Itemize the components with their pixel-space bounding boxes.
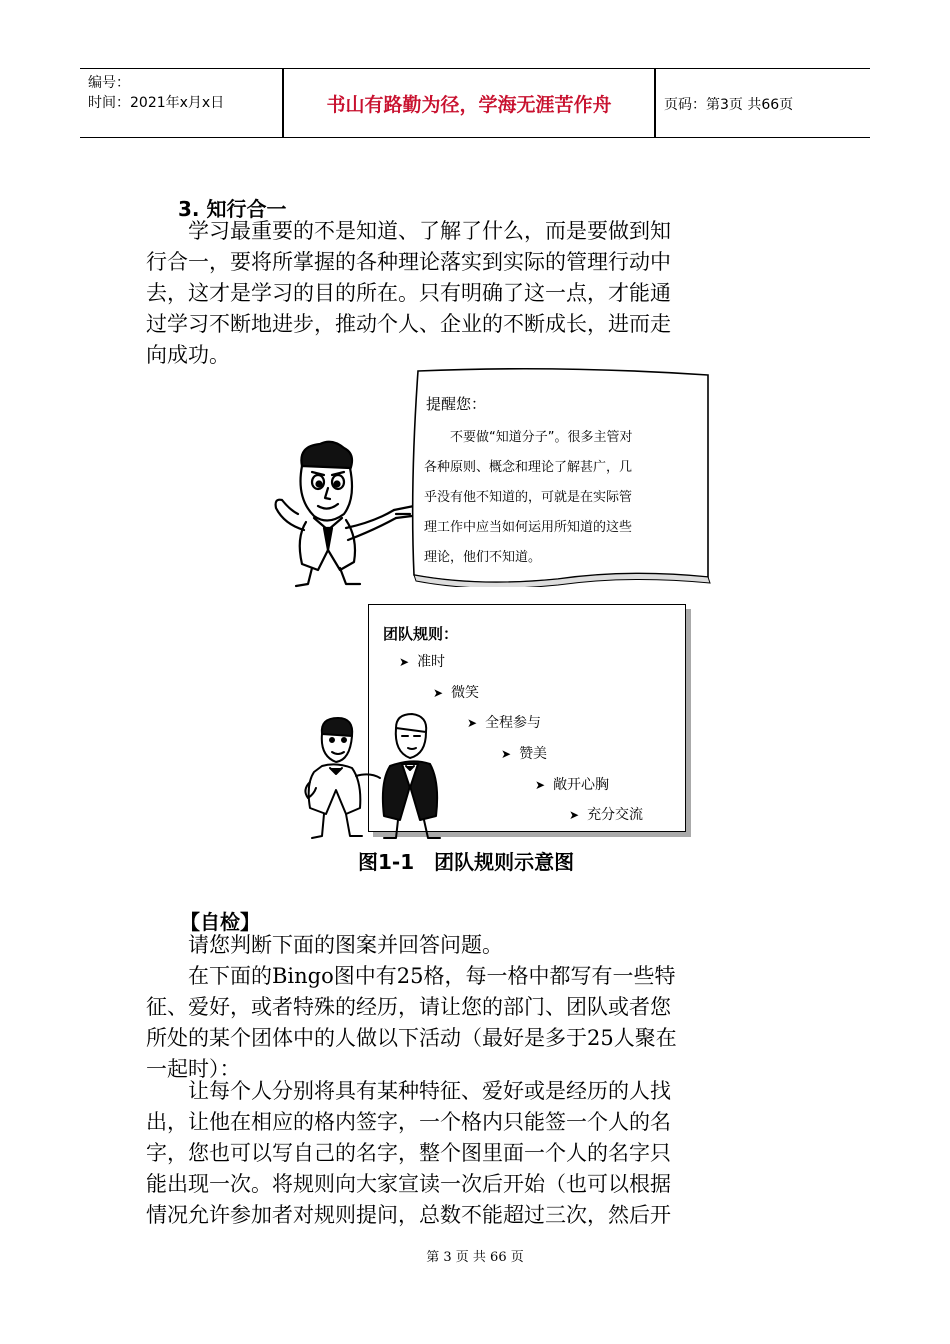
figure-caption: 图1-1 团队规则示意图 <box>358 850 575 874</box>
rule-item <box>535 774 609 794</box>
page-footer: 第 3 页 共 66 页 <box>426 1250 524 1265</box>
arrow-bullet-icon: ➤ <box>535 778 546 792</box>
header-meta <box>88 73 224 113</box>
paragraph-line: 能出现一次。将规则向大家宣读一次后开始（也可以根据 <box>146 1172 671 1196</box>
rule-item <box>399 651 445 671</box>
paragraph-line: 学习最重要的不是知道、了解了什么，而是要做到知 <box>146 219 671 243</box>
paragraph-line: 字，您也可以写自己的名字，整个图里面一个人的名字只 <box>146 1141 671 1165</box>
self-check-paragraph <box>146 1076 806 1231</box>
paragraph-line: 去，这才是学习的目的所在。只有明确了这一点，才能通 <box>146 281 671 305</box>
header-number: 编号： <box>88 75 130 91</box>
arrow-bullet-icon: ➤ <box>433 686 444 700</box>
paragraph-line: 请您判断下面的图案并回答问题。 <box>146 933 503 957</box>
header-page-number: 页码：第3页 共66页 <box>664 97 794 113</box>
reminder-line: 各种原则、概念和理论了解甚广，几 <box>424 460 633 475</box>
self-check-title: 【自检】 <box>180 910 260 934</box>
paragraph-line: 出，让他在相应的格内签字，一个格内只能签一个人的名 <box>146 1110 671 1134</box>
two-men-illustration <box>300 712 450 842</box>
header-divider <box>654 69 656 137</box>
arrow-bullet-icon: ➤ <box>399 655 410 669</box>
rule-item-label: 全程参与 <box>485 715 542 731</box>
paragraph-line: 过学习不断地进步，推动个人、企业的不断成长，进而走 <box>146 312 671 336</box>
rule-item <box>501 743 547 763</box>
pointing-man-illustration <box>262 438 422 588</box>
reminder-line: 理论，他们不知道。 <box>424 550 542 565</box>
paragraph-line: 在下面的Bingo图中有25格，每一格中都写有一些特 <box>146 964 676 988</box>
rule-item-label: 充分交流 <box>587 807 644 823</box>
rule-item-label: 准时 <box>417 654 446 670</box>
paragraph-line: 征、爱好，或者特殊的经历，请让您的部门、团队或者您 <box>146 995 671 1019</box>
rule-item-label: 赞美 <box>519 746 548 762</box>
header-date: 时间：2021年x月x日 <box>88 95 225 111</box>
rule-item <box>569 804 643 824</box>
arrow-bullet-icon: ➤ <box>569 808 580 822</box>
team-rules-title: 团队规则： <box>383 625 459 643</box>
paragraph-line: 情况允许参加者对规则提问，总数不能超过三次，然后开 <box>146 1203 671 1227</box>
rule-item-label: 敞开心胸 <box>553 777 610 793</box>
paragraph-line: 让每个人分别将具有某种特征、爱好或是经历的人找 <box>146 1079 671 1103</box>
paragraph-line: 行合一，要将所掌握的各种理论落实到实际的管理行动中 <box>146 250 671 274</box>
reminder-line: 乎没有他不知道的，可就是在实际管 <box>424 490 633 505</box>
reminder-line: 理工作中应当如何运用所知道的这些 <box>424 520 633 535</box>
rule-item <box>467 712 541 732</box>
reminder-title: 提醒您： <box>426 395 487 413</box>
self-check-paragraph <box>146 961 806 1085</box>
paragraph-line: 所处的某个团体中的人做以下活动（最好是多于25人聚在 <box>146 1026 677 1050</box>
reminder-body <box>424 423 706 573</box>
arrow-bullet-icon: ➤ <box>467 716 478 730</box>
reminder-note <box>408 365 714 587</box>
section-title: 3. 知行合一 <box>178 197 287 221</box>
paragraph-line: 一起时）： <box>146 1057 241 1081</box>
section-paragraph <box>146 216 806 371</box>
header-motto: 书山有路勤为径，学海无涯苦作舟 <box>326 94 612 116</box>
rule-item <box>433 682 479 702</box>
paragraph-line: 向成功。 <box>146 343 230 367</box>
rule-item-label: 微笑 <box>451 685 480 701</box>
arrow-bullet-icon: ➤ <box>501 747 512 761</box>
self-check-paragraph <box>146 930 806 961</box>
page-header <box>80 68 870 138</box>
reminder-line: 不要做“知道分子”。很多主管对 <box>424 430 633 445</box>
